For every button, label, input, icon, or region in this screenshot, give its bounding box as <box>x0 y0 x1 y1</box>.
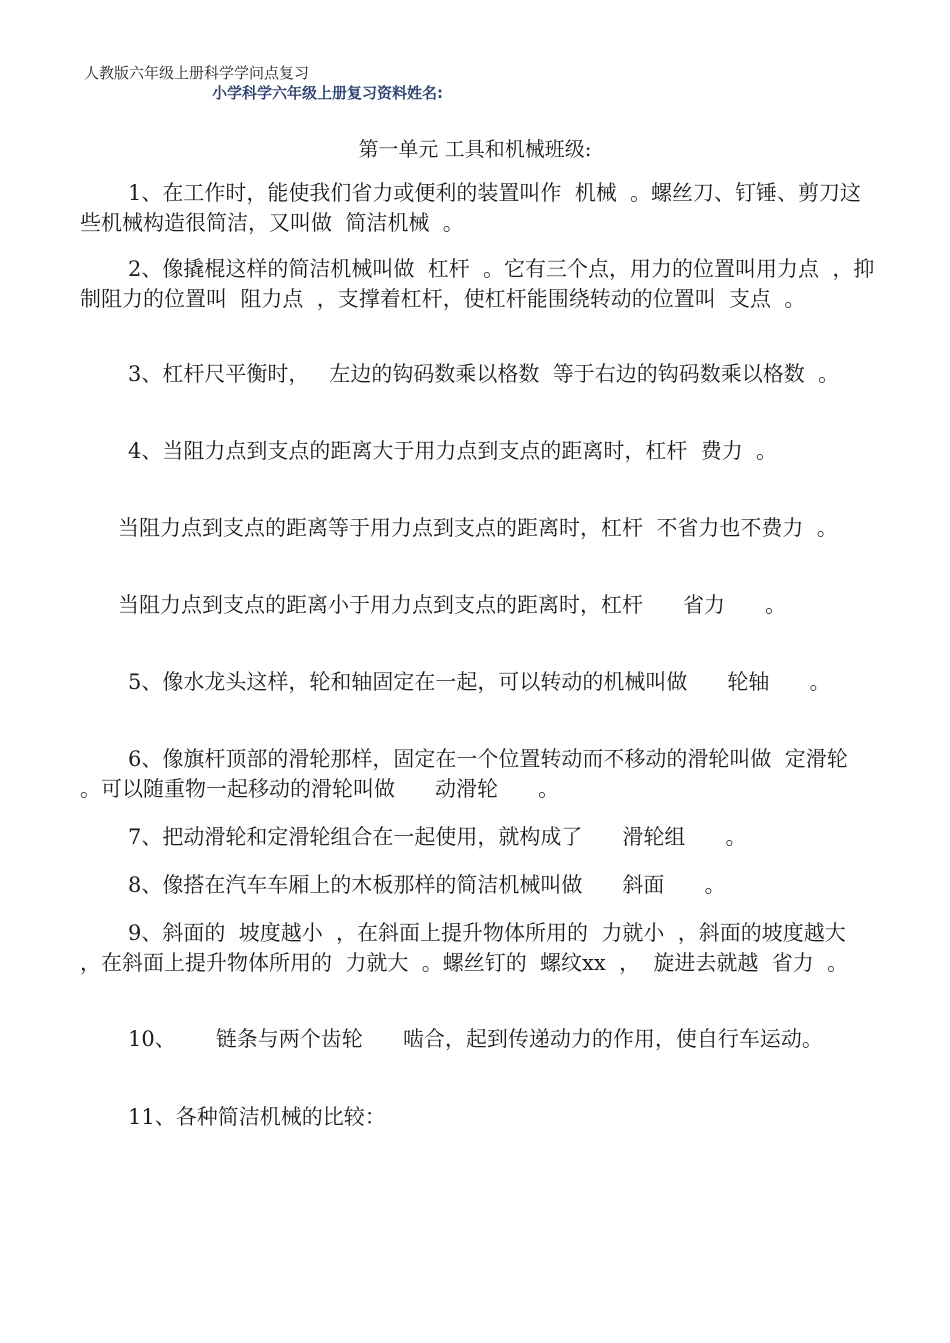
paragraph-8: 6、像旗杆顶部的滑轮那样，固定在一个位置转动而不移动的滑轮叫做 定滑轮 。可以随重物一起移动的滑轮叫做 动滑轮 。 <box>80 747 888 801</box>
paragraph-12: 10、 链条与两个齿轮 啮合，起到传递动力的作用，使自行车运动。 <box>128 1027 823 1051</box>
paragraph-10: 8、像搭在汽车车厢上的木板那样的简洁机械叫做 斜面 。 <box>128 873 726 897</box>
paragraph-6: 当阻力点到支点的距离小于用力点到支点的距离时，杠杆 省力 。 <box>118 593 787 617</box>
paragraph-1: 1、在工作时，能使我们省力或便利的装置叫作 机械 。螺丝刀、钉锤、剪刀这些机械构造很简洁，又叫做 简洁机械 。 <box>80 181 862 235</box>
document-header: 人教版六年级上册科学学问点复习 <box>84 64 310 82</box>
paragraph-4: 4、当阻力点到支点的距离大于用力点到支点的距离时，杠杆 费力 。 <box>128 439 778 463</box>
paragraph-13: 11、各种简洁机械的比较： <box>128 1105 386 1129</box>
paragraph-11: 9、斜面的 坡度越小 ，在斜面上提升物体所用的 力就小 ，斜面的坡度越大 ，在斜面上提升物体所用的 力就大 。螺丝钉的 螺纹xx ， 旋进去就越 省力 。 <box>80 921 860 975</box>
document-subtitle: 小学科学六年级上册复习资料姓名: <box>212 84 444 102</box>
unit-title: 第一单元 工具和机械班级: <box>358 137 592 161</box>
paragraph-5: 当阻力点到支点的距离等于用力点到支点的距离时，杠杆 不省力也不费力 。 <box>118 516 838 540</box>
paragraph-3: 3、杠杆尺平衡时， 左边的钩码数乘以格数 等于右边的钩码数乘以格数 。 <box>128 362 840 386</box>
paragraph-9: 7、把动滑轮和定滑轮组合在一起使用，就构成了 滑轮组 。 <box>128 825 747 849</box>
paragraph-2: 2、像撬棍这样的简洁机械叫做 杠杆 。它有三个点，用力的位置叫用力点 ，抑制阻力的位置叫 阻力点 ，支撑着杠杆，使杠杆能围绕转动的位置叫 支点 。 <box>80 257 875 311</box>
paragraph-7: 5、像水龙头这样，轮和轴固定在一起，可以转动的机械叫做 轮轴 。 <box>128 670 831 694</box>
